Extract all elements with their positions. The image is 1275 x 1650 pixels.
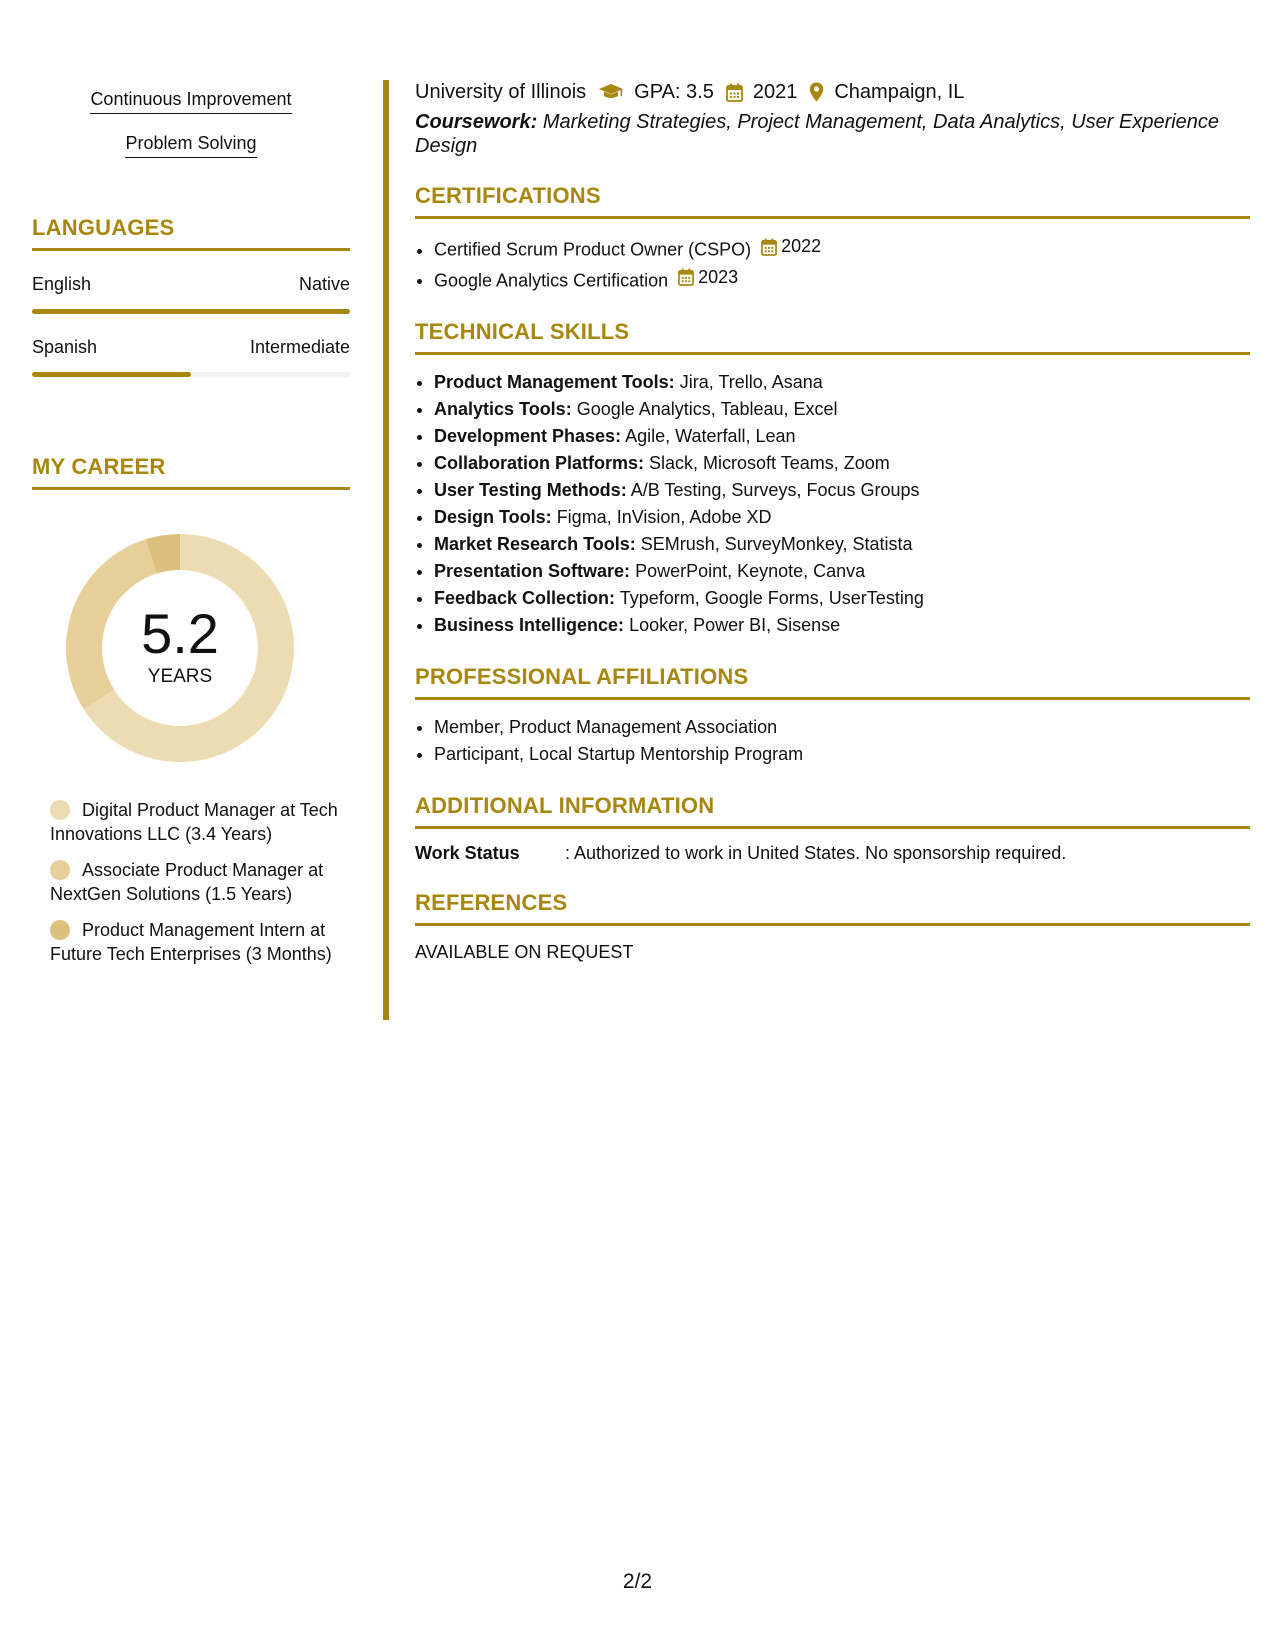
career-total-unit: YEARS: [147, 666, 213, 687]
list-item: [434, 477, 1250, 504]
career-legend-item: [50, 798, 340, 846]
language-level: Native: [298, 274, 350, 294]
list-item: [434, 369, 1250, 396]
graduation-year: 2021: [752, 81, 798, 103]
list-item: [434, 504, 1250, 531]
additional-info-title: ADDITIONAL INFORMATION: [415, 792, 1250, 829]
career-legend-item: [50, 918, 340, 966]
skill-label: Analytics Tools:: [434, 399, 572, 419]
certification-name: Certified Scrum Product Owner (CSPO): [434, 239, 752, 260]
calendar-icon: [726, 83, 743, 102]
affiliations-list: [415, 714, 1250, 768]
language-item: [32, 336, 350, 377]
references-title: REFERENCES: [415, 889, 1250, 926]
skill-value: Google Analytics, Tableau, Excel: [576, 399, 838, 419]
certification-year: 2022: [781, 236, 822, 256]
career-total-value: 5.2: [141, 602, 219, 665]
skill-label: Presentation Software:: [434, 561, 631, 581]
coursework-label: Coursework:: [415, 111, 538, 133]
skill-tag: Problem Solving: [125, 132, 256, 158]
list-item: [434, 264, 1250, 295]
technical-skills-list: [415, 369, 1250, 639]
calendar-icon: [761, 238, 777, 256]
skill-label: Market Research Tools:: [434, 534, 636, 554]
coursework-value: Marketing Strategies, Project Management, Data Analytics, User Experience Design: [415, 111, 1220, 157]
skill-value: SEMrush, SurveyMonkey, Statista: [640, 534, 913, 554]
work-status-row: [415, 841, 1250, 865]
skill-value: Looker, Power BI, Sisense: [629, 615, 841, 635]
certification-year: 2023: [698, 266, 739, 287]
career-legend-label: Associate Product Manager at NextGen Solutions (1.5 Years): [50, 860, 324, 904]
certifications-list: [415, 233, 1250, 294]
skill-label: Collaboration Platforms:: [434, 453, 645, 473]
skill-tag: Continuous Improvement: [90, 88, 291, 114]
language-bar-fill: [32, 372, 191, 377]
list-item: [434, 558, 1250, 585]
skill-value: Agile, Waterfall, Lean: [625, 426, 796, 446]
legend-dot-icon: [50, 800, 70, 820]
list-item: [434, 585, 1250, 612]
calendar-icon: [678, 268, 694, 286]
career-donut: [66, 534, 294, 762]
certification-name: Google Analytics Certification: [434, 270, 669, 290]
skill-value: Typeform, Google Forms, UserTesting: [619, 588, 924, 608]
list-item: • Participant, Local Startup Mentorship Program: [434, 741, 1250, 768]
career-legend-item: [50, 858, 340, 906]
language-item: [32, 273, 350, 314]
list-item: [434, 396, 1250, 423]
languages-title: LANGUAGES: [32, 214, 350, 251]
career-legend-label: Digital Product Manager at Tech Innovations LLC (3.4 Years): [50, 800, 338, 844]
list-item: [434, 612, 1250, 639]
references-text: AVAILABLE ON REQUEST: [415, 942, 634, 962]
page-number: 2/2: [622, 1570, 653, 1593]
skill-value: Slack, Microsoft Teams, Zoom: [649, 453, 890, 473]
column-divider: [383, 80, 389, 1020]
school-name: University of Illinois: [415, 81, 587, 103]
language-bar: [32, 372, 350, 377]
language-bar: [32, 309, 350, 314]
skill-label: User Testing Methods:: [434, 480, 627, 500]
technical-skills-title: TECHNICAL SKILLS: [415, 318, 1250, 355]
location: Champaign, IL: [834, 81, 965, 103]
education-line: [415, 80, 1250, 104]
career-legend-label: Product Management Intern at Future Tech Enterprises (3 Months): [50, 920, 332, 964]
skill-label: Feedback Collection:: [434, 588, 616, 608]
legend-dot-icon: [50, 920, 70, 940]
graduation-cap-icon: [598, 83, 624, 101]
right-column: [415, 80, 1250, 964]
skill-value: PowerPoint, Keynote, Canva: [635, 561, 866, 581]
work-status-value: : Authorized to work in United States. No sponsorship required.: [565, 843, 1067, 863]
list-item: [434, 423, 1250, 450]
coursework: [415, 110, 1250, 158]
skill-value: Figma, InVision, Adobe XD: [556, 507, 772, 527]
skill-label: Development Phases:: [434, 426, 622, 446]
list-item: [434, 531, 1250, 558]
gpa: GPA: 3.5: [634, 81, 714, 103]
list-item: [434, 450, 1250, 477]
language-level: Intermediate: [249, 337, 350, 357]
skill-label: Design Tools:: [434, 507, 552, 527]
list-item: • Member, Product Management Association: [434, 714, 1250, 741]
skill-label: Product Management Tools:: [434, 372, 675, 392]
language-bar-fill: [32, 309, 350, 314]
language-name: Spanish: [32, 337, 98, 357]
skill-value: Jira, Trello, Asana: [679, 372, 823, 392]
legend-dot-icon: [50, 860, 70, 880]
list-item: [434, 233, 1250, 264]
work-status-label: Work Status: [415, 843, 520, 863]
skill-label: Business Intelligence:: [434, 615, 625, 635]
career-legend: [50, 798, 340, 966]
skill-tags: [32, 80, 350, 168]
map-pin-icon: [809, 82, 824, 102]
career-title: MY CAREER: [32, 453, 350, 490]
left-column: [32, 80, 350, 978]
certifications-title: CERTIFICATIONS: [415, 182, 1250, 219]
language-name: English: [32, 274, 92, 294]
skill-value: A/B Testing, Surveys, Focus Groups: [630, 480, 920, 500]
affiliations-title: PROFESSIONAL AFFILIATIONS: [415, 663, 1250, 700]
